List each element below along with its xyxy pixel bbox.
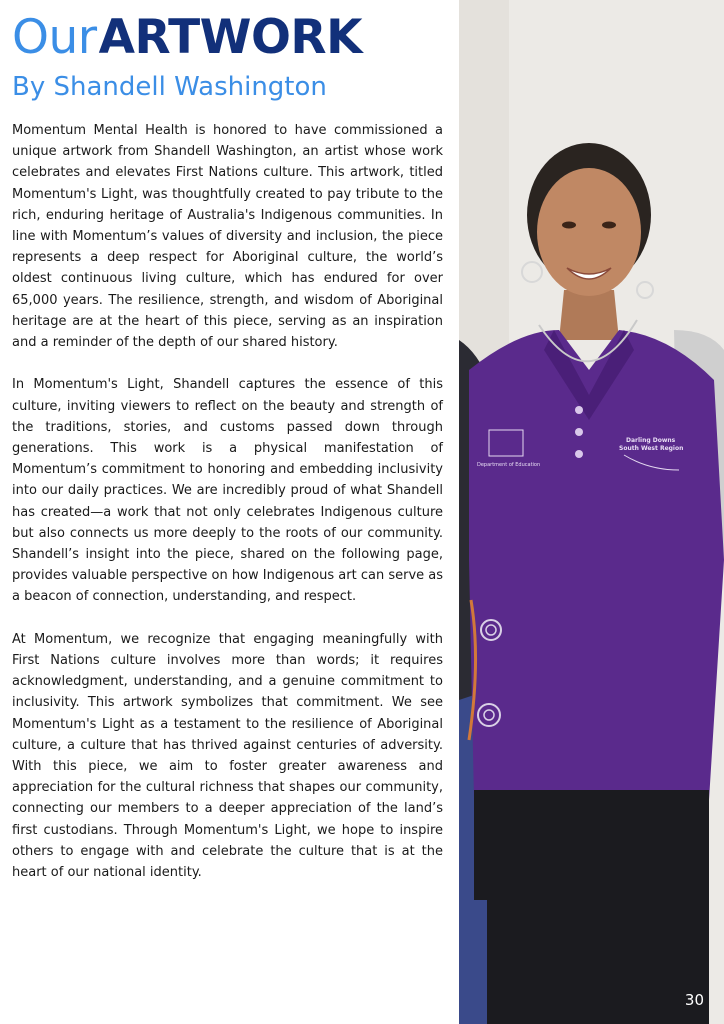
title-bold: ARTWORK (98, 10, 363, 65)
page-number: 30 (684, 991, 704, 1009)
artist-portrait-illustration (459, 0, 724, 1024)
paragraph-momentums-light: In Momentum's Light, Shandell captures the essence of this culture, inviting viewers to reflect on the beauty and strength of the traditions, stories, and customs passed down through generations. This work is a physical manifestation of Momentum’s commitment to honoring and embedding inclusivity into our daily practices. We are incredibly proud of what Shandell has created—a work that not only celebrates Indigenous culture but also connects us more deeply to the roots of our community. Shandell’s insight into the piece, shared on the following page, provides valuable perspective on how Indigenous art can serve as a beacon of connection, understanding, and respect. (12, 377, 444, 605)
article-body (12, 120, 443, 904)
artist-photo (459, 0, 724, 1024)
title-light: Our (12, 10, 97, 65)
shirt-badge-right-line2: South West Region (619, 445, 684, 452)
shirt-badge-right-line1: Darling Downs (626, 437, 676, 444)
shirt-badge-left: Department of Education (477, 462, 541, 468)
paragraph-intro: Momentum Mental Health is honored to have commissioned a unique artwork from Shandell Washington, an artist whose work celebrates and elevates First Nations culture. This artwork, titled Momentum's Light, was thoughtfully created to pay tribute to the rich, enduring heritage of Australia's Indigenous communities. In line with Momentum’s values of diversity and inclusion, the piece represents a deep respect for Aboriginal culture, the world’s oldest continuous living culture, which has endured for over 65,000 years. The resilience, strength, and wisdom of Aboriginal heritage are at the heart of this piece, serving as an inspiration and a reminder of the depth of our shared history. (12, 123, 443, 351)
artist-byline: By Shandell Washington (12, 72, 327, 102)
page-title (12, 8, 362, 68)
paragraph-commitment: At Momentum, we recognize that engaging meaningfully with First Nations culture involves more than words; it requires acknowledgment, understanding, and a genuine commitment to inclusivity. This artwork symbolizes that commitment. We see Momentum's Light as a testament to the resilience of Aboriginal culture, a culture that has thrived against centuries of adversity. With this piece, we aim to foster greater awareness and appreciation for the cultural richness that shapes our community, connecting our members to a deeper appreciation of the land’s first custodians. Through Momentum's Light, we hope to inspire others to engage with and celebrate the culture that is at the heart of our national identity. (12, 631, 443, 881)
